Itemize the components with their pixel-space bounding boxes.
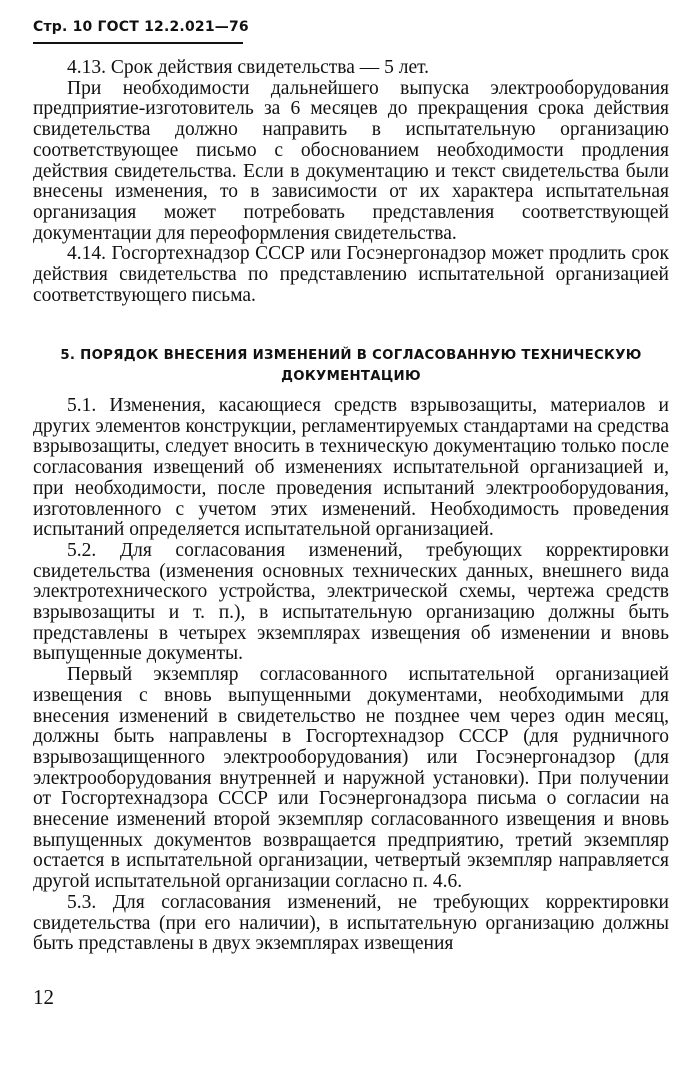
header-rule — [33, 42, 243, 44]
paragraph-5-2: 5.2. Для согласования изменений, требующих корректировки свидетельства (изменения основных технических данных, внешнего вида электротехнического устройства, электрической схемы, чертежа средств взрывозащиты и т. п.), в испытательную организацию должны быть представлены в четырех экземплярах извещения об изменении и вновь выпущенные документы. — [33, 539, 669, 665]
text-block-section-5 — [33, 396, 669, 955]
section-heading-line-2: ДОКУМЕНТАЦИЮ — [281, 369, 421, 384]
paragraph-4-13: 4.13. Срок действия свидетельства — 5 лет. — [67, 57, 430, 78]
paragraph-4-13-continued: При необходимости дальнейшего выпуска электрооборудования предприятие-изготовитель за 6 месяцев до прекращения срока действия свидетельства должно направить в испытательную организацию соответствующее письмо с обоснованием необходимости продления действия свидетельства. Если в документацию и текст свидетельства были внесены изменения, то в зависимости от их характера испытательная организация может потребовать представления соответствующей документации для переоформления свидетельства. — [33, 77, 669, 244]
section-heading — [33, 345, 669, 387]
paragraph-5-3: 5.3. Для согласования изменений, не требующих корректировки свидетельства (при его наличии), в испытательную организацию должны быть представлены в двух экземплярах извещения — [33, 891, 669, 955]
paragraph-5-1: 5.1. Изменения, касающиеся средств взрывозащиты, материалов и других элементов конструкции, регламентируемых стандартами на средства взрывозащиты, следует вносить в техническую документацию только после согласования извещений об изменениях испытательной организацией и, при необходимости, после проведения испытаний электрооборудования, изготовленного с учетом этих изменений. Необходимость проведения испытаний определяется испытательной организацией. — [33, 395, 669, 541]
page-header: Стр. 10 ГОСТ 12.2.021—76 — [33, 19, 249, 35]
paragraph-4-14: 4.14. Госгортехнадзор СССР или Госэнергонадзор может продлить срок действия свидетельства по представлению испытательной организацией соответствующего письма. — [33, 243, 669, 306]
section-heading-line-1: 5. ПОРЯДОК ВНЕСЕНИЯ ИЗМЕНЕНИЙ В СОГЛАСОВАННУЮ ТЕХНИЧЕСКУЮ — [60, 348, 642, 363]
page-number: 12 — [33, 985, 54, 1009]
paragraph-5-2-continued: Первый экземпляр согласованного испытательной организацией извещения с вновь выпущенными документами, необходимыми для внесения изменений в свидетельство не позднее чем через один месяц, должны быть направлены в Госгортехнадзор СССР (для рудничного взрывозащищенного электрооборудования) или Госэнергонадзор (для электрооборудования внутренней и наружной установки). При получении от Госгортехнадзора СССР или Госэнергонадзора письма о согласии на внесение изменений второй экземпляр согласованного извещения и вновь выпущенных документов возвращается предприятию, третий экземпляр остается в испытательной организации, четвертый экземпляр направляется другой испытательной организации согласно п. 4.6. — [33, 664, 669, 893]
text-block-top — [33, 58, 669, 306]
